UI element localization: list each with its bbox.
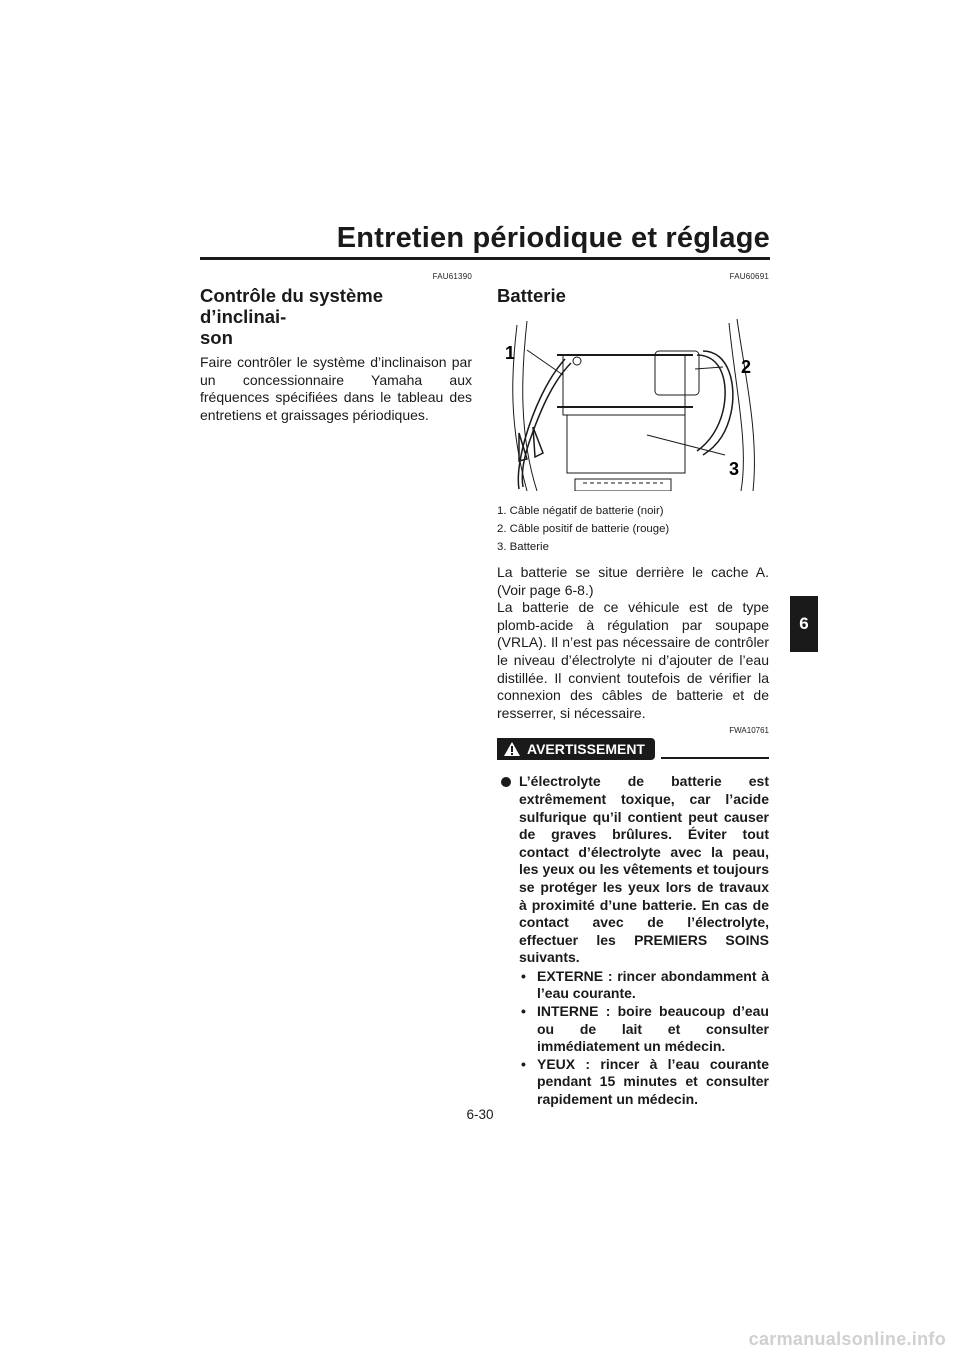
right-column: [497, 272, 769, 1109]
warning-triangle-icon: [503, 741, 521, 757]
page-header-title: Entretien périodique et réglage: [336, 222, 770, 254]
page-number: 6-30: [466, 1107, 494, 1122]
caption-item: 2. Câble positif de batterie (rouge): [497, 523, 670, 535]
warning-label: AVERTISSEMENT: [527, 741, 645, 758]
caption-item: 3. Batterie: [497, 541, 549, 553]
warning-code: FWA10761: [729, 726, 769, 736]
left-column: [200, 272, 472, 424]
battery-location-paragraph: La batterie se situe derrière le cache A. (Voir page 6-8.): [497, 564, 769, 598]
first-aid-item: [519, 1056, 769, 1109]
chapter-tab: 6: [790, 596, 818, 652]
callout-3: 3: [729, 459, 740, 479]
callout-1: 1: [505, 343, 516, 363]
bullet-icon: •: [521, 967, 526, 984]
section-title-text: Contrôle du système d’inclinai- son: [200, 285, 383, 348]
caption-item: 1. Câble négatif de batterie (noir): [497, 505, 664, 517]
section-title: Batterie: [497, 285, 566, 306]
first-aid-text: INTERNE : boire beaucoup d’eau ou de lait et consulter immédiatement un médecin.: [537, 1003, 769, 1055]
battery-figure: [497, 315, 769, 491]
section-code: FAU61390: [432, 272, 472, 281]
header-rule: [200, 257, 770, 260]
first-aid-text: EXTERNE : rincer abondamment à l’eau courante.: [537, 967, 769, 1002]
bullet-icon: •: [521, 1055, 526, 1072]
section-title: [200, 285, 472, 348]
callout-2: 2: [741, 357, 752, 377]
bullet-icon: •: [521, 1003, 526, 1020]
section-code: FAU60691: [729, 272, 769, 281]
watermark: carmanualsonline.info: [748, 1329, 946, 1349]
first-aid-text: YEUX : rincer à l’eau courante pendant 15 minutes et consulter rapidement un médecin.: [537, 1055, 769, 1108]
first-aid-list: [519, 968, 769, 1109]
bullet-icon: [501, 777, 511, 787]
first-aid-item: [519, 1003, 769, 1056]
warning-header: [497, 737, 769, 761]
section-paragraph: Faire contrôler le système d’inclinaison par un concessionnaire Yamaha aux fréquences spécifiées dans le tableau des entretiens et graissages périodiques.: [200, 354, 472, 423]
first-aid-item: [519, 968, 769, 1003]
warning-text: L’électrolyte de batterie est extrêmement toxique, car l’acide sulfurique qu’il contient peut causer de graves brûlures. Éviter tout contact d’électrolyte avec la peau, les yeux ou les vêtements et toujours se protéger les yeux lors de travaux à proximité d’une batterie. En cas de contact avec de l’électrolyte, effectuer les PREMIERS SOINS suivants.: [519, 773, 769, 966]
warning-rule: [661, 757, 769, 759]
warning-badge: [497, 738, 655, 760]
battery-type-paragraph: La batterie de ce véhicule est de type plomb-acide à régulation par soupape (VRLA). Il n’est pas nécessaire de contrôler le niveau d’électrolyte ni d’ajouter de l’eau distillée. Il convient toutefois de vérifier la connexion des câbles de batterie et de resserrer, si nécessaire.: [497, 599, 769, 721]
figure-captions: [497, 502, 769, 556]
warning-body: [497, 773, 769, 1108]
